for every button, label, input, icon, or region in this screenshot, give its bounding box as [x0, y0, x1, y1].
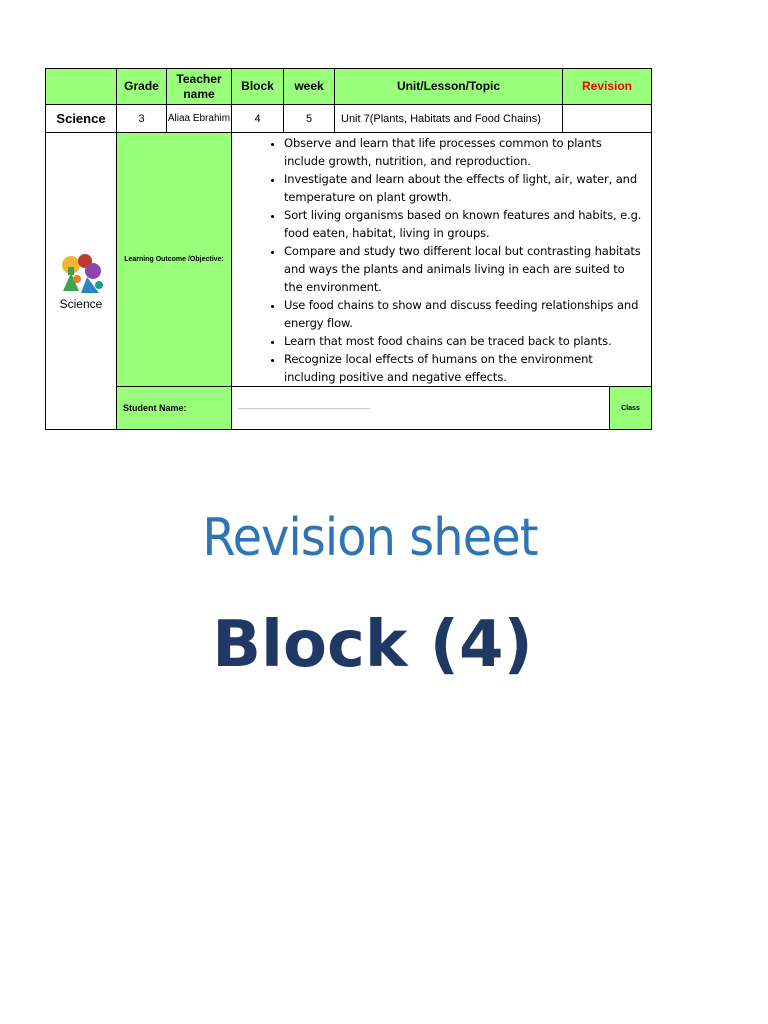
header-teacher: Teacher name: [167, 69, 232, 105]
science-lab-icon: [55, 251, 107, 295]
info-row: [46, 105, 652, 133]
objective-item: • Use food chains to show and discuss feeding relationships and energy flow.: [284, 296, 645, 332]
subject-cell: Science: [46, 105, 117, 133]
header-row: [46, 69, 652, 105]
block-value: 4: [232, 105, 284, 133]
objectives-list: [232, 134, 651, 386]
objective-item: • Investigate and learn about the effects of light, air, water, and temperature on plant growth.: [284, 170, 645, 206]
objective-item: • Learn that most food chains can be traced back to plants.: [284, 332, 645, 350]
header-grade: Grade: [117, 69, 167, 105]
objective-item: • Observe and learn that life processes common to plants include growth, nutrition, and reproduction.: [284, 134, 645, 170]
info-table: [45, 68, 652, 430]
header-unit: Unit/Lesson/Topic: [335, 69, 563, 105]
class-label: Class: [610, 387, 652, 430]
logo-label: Science: [59, 297, 103, 311]
objective-label: Learning Outcome /Objective:: [117, 133, 232, 387]
page-subtitle: Block (4): [212, 608, 533, 682]
revision-value-cell: [563, 105, 652, 133]
student-name-label: Student Name:: [117, 387, 232, 430]
objectives-cell: [232, 133, 652, 387]
grade-value: 3: [117, 105, 167, 133]
page-title: Revision sheet: [202, 508, 538, 568]
objectives-row: [46, 133, 652, 387]
science-logo-cell: [46, 133, 117, 430]
unit-value: Unit 7(Plants, Habitats and Food Chains): [335, 105, 563, 133]
student-row: [46, 387, 652, 430]
objective-item: • Compare and study two different local but contrasting habitats and ways the plants and animals living in each are suited to the environment.: [284, 242, 645, 296]
objective-item: • Recognize local effects of humans on the environment including positive and negative effects.: [284, 350, 645, 386]
header-week: week: [284, 69, 335, 105]
week-value: 5: [284, 105, 335, 133]
objective-item: • Sort living organisms based on known features and habits, e.g. food eaten, habitat, living in groups.: [284, 206, 645, 242]
header-blank-cell: [46, 69, 117, 105]
student-name-field[interactable]: -------------------------------------------------------------: [232, 387, 610, 430]
header-block: Block: [232, 69, 284, 105]
teacher-value: Aliaa Ebrahim: [167, 105, 232, 133]
header-revision: Revision: [563, 69, 652, 105]
